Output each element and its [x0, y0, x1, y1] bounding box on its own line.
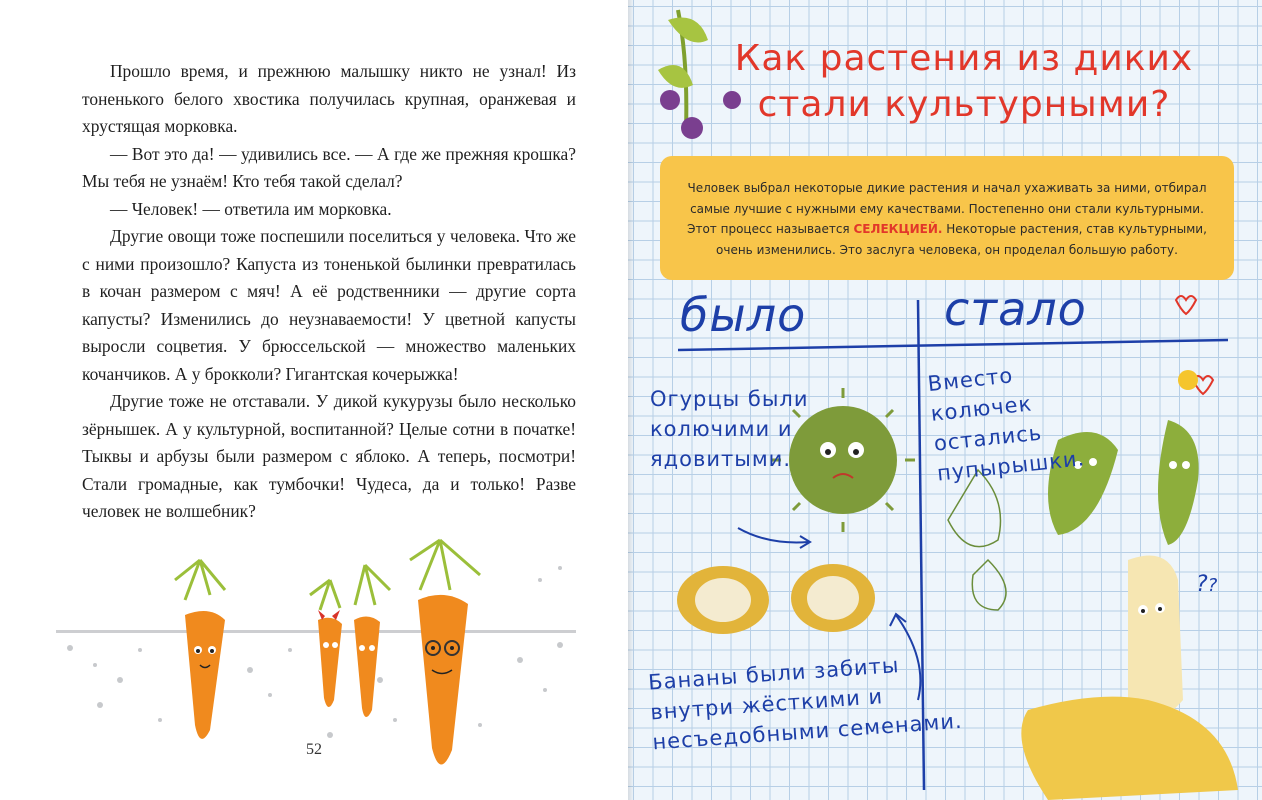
- cucumbers-was-note: Огурцы были колючими и ядовитыми.: [650, 387, 809, 471]
- left-page: [0, 0, 628, 800]
- right-page: [628, 0, 1262, 800]
- carrot-2: [310, 580, 342, 707]
- cucumbers-now-note: Вместо колючек остались пупырышки.: [926, 363, 1087, 486]
- question-mark-2: ?: [1207, 575, 1218, 596]
- bananas-note: Бананы были забиты внутри жёсткими и несъедобными семенами.: [647, 653, 964, 755]
- carrot-4: [410, 540, 480, 765]
- paragraph: — Человек! — ответила им морковка.: [110, 198, 392, 219]
- heading-line-1: Как растения из диких: [734, 38, 1194, 79]
- column-was-header: было: [680, 288, 807, 342]
- page-heading: [674, 36, 1254, 128]
- info-box: [660, 156, 1234, 280]
- heart-icon: [1176, 296, 1196, 314]
- carrot-1: [175, 560, 225, 739]
- info-highlight: СЕЛЕКЦИЕЙ.: [853, 222, 943, 236]
- story-text: [82, 58, 576, 526]
- paragraph: — Вот это да! — удивились все. — А где же прежняя крошка? Мы тебя не узнаём! Кто тебя такой сделал?: [82, 143, 576, 191]
- wild-banana: [677, 564, 875, 634]
- column-now-header: стало: [944, 282, 1087, 336]
- info-text: [676, 178, 1218, 260]
- book-spine: [628, 0, 634, 800]
- paragraph: Другие тоже не отставали. У дикой кукурузы было несколько зёрнышек. А у культурной, воспитанной? Целые сотни в початке! Тыквы и арбузы были размером с яблоко. А теперь, посмотри! Стали громадные, как тумбочки! Чудеса, да и только! Разве человек не волшебник?: [82, 391, 576, 521]
- page-number: 52: [306, 741, 322, 758]
- info-text-after: Некоторые растения, став культурными, очень изменились. Это заслуга человека, он проделал большую работу.: [716, 222, 1207, 257]
- info-text-before: Человек выбрал некоторые дикие растения и начал ухаживать за ними, отбирал самые лучшие с нужными ему качествами. Постепенно они стали культурными. Этот процесс называется: [687, 181, 1207, 236]
- paragraph: Прошло время, и прежнюю малышку никто не узнал! Из тоненького белого хвостика получилась крупная, оранжевая и хрустящая морковка.: [82, 61, 576, 136]
- paragraph: Другие овощи тоже поспешили поселиться у человека. Что же с ними произошло? Капуста из тоненькой былинки превратилась в кочан размером с мяч! А её родственники — другие сорта капусты? Изменились до неузнаваемости! У цветной капусты выросли соцветия. У брюссельской — множество маленьких кочанчиков. А у брокколи? Гигантская кочерыжка!: [82, 226, 576, 384]
- heading-line-2: стали культурными?: [757, 84, 1171, 125]
- question-mark-1: ?: [1196, 572, 1208, 597]
- question-marks: [1196, 572, 1217, 597]
- carrot-3: [354, 565, 390, 717]
